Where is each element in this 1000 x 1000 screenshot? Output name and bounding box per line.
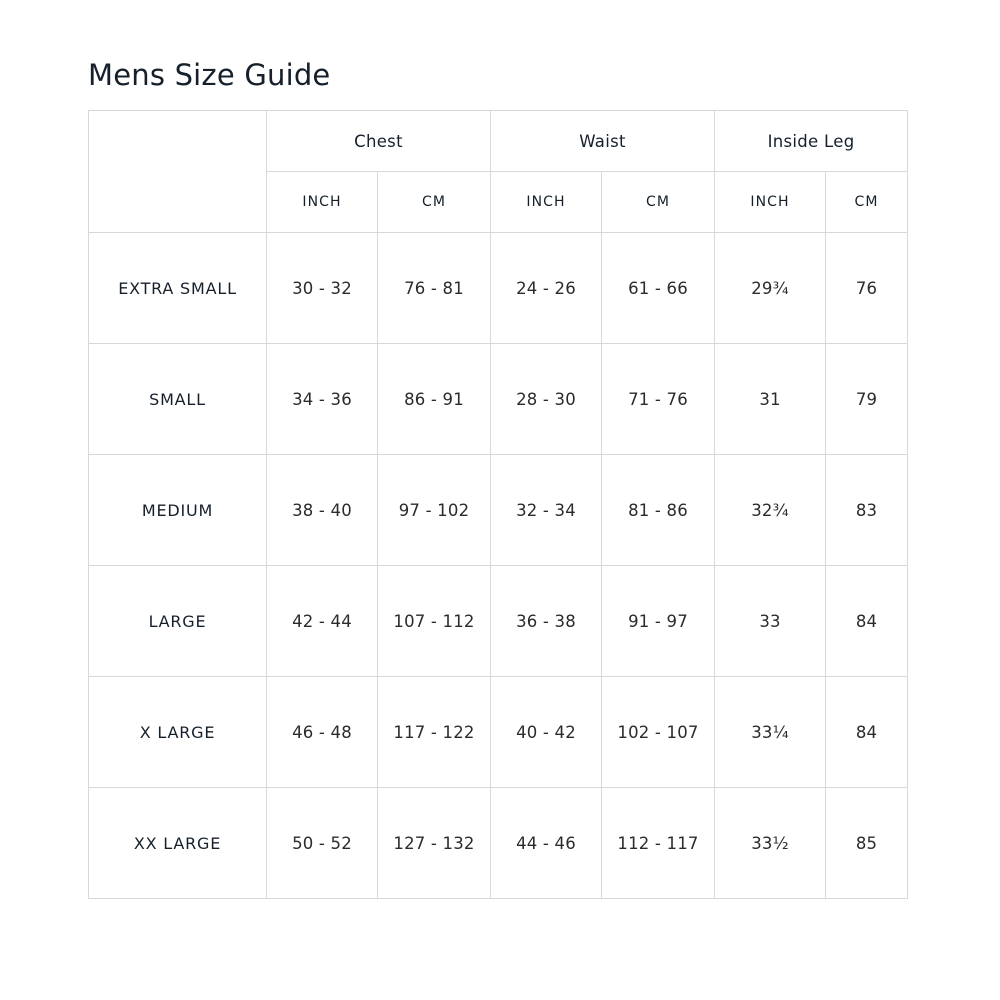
cell-leg-inch: 33½ xyxy=(715,788,826,899)
cell-waist-inch: 40 - 42 xyxy=(491,677,602,788)
group-header-chest: Chest xyxy=(267,111,491,172)
page-title: Mens Size Guide xyxy=(88,58,331,92)
cell-leg-inch: 31 xyxy=(715,344,826,455)
row-label: LARGE xyxy=(89,566,267,677)
unit-header-waist-inch: INCH xyxy=(491,172,602,233)
size-chart-table xyxy=(88,110,908,899)
table-group-header-row xyxy=(89,111,908,172)
cell-chest-inch: 50 - 52 xyxy=(267,788,378,899)
cell-waist-inch: 28 - 30 xyxy=(491,344,602,455)
unit-header-waist-cm: CM xyxy=(602,172,715,233)
cell-chest-inch: 46 - 48 xyxy=(267,677,378,788)
cell-waist-cm: 91 - 97 xyxy=(602,566,715,677)
row-label: SMALL xyxy=(89,344,267,455)
cell-chest-cm: 76 - 81 xyxy=(378,233,491,344)
cell-chest-inch: 34 - 36 xyxy=(267,344,378,455)
cell-waist-inch: 36 - 38 xyxy=(491,566,602,677)
cell-waist-cm: 102 - 107 xyxy=(602,677,715,788)
cell-chest-cm: 86 - 91 xyxy=(378,344,491,455)
cell-chest-cm: 97 - 102 xyxy=(378,455,491,566)
unit-header-leg-inch: INCH xyxy=(715,172,826,233)
corner-blank-cell xyxy=(89,111,267,172)
cell-leg-cm: 84 xyxy=(826,566,908,677)
cell-chest-inch: 30 - 32 xyxy=(267,233,378,344)
unit-header-chest-inch: INCH xyxy=(267,172,378,233)
table-row xyxy=(89,677,908,788)
table-row xyxy=(89,455,908,566)
row-label: EXTRA SMALL xyxy=(89,233,267,344)
cell-waist-cm: 61 - 66 xyxy=(602,233,715,344)
group-header-inside-leg: Inside Leg xyxy=(715,111,908,172)
table-row xyxy=(89,233,908,344)
row-label: X LARGE xyxy=(89,677,267,788)
cell-leg-inch: 33¼ xyxy=(715,677,826,788)
cell-leg-cm: 84 xyxy=(826,677,908,788)
table-row xyxy=(89,344,908,455)
corner-blank-cell-2 xyxy=(89,172,267,233)
cell-leg-cm: 85 xyxy=(826,788,908,899)
table-row xyxy=(89,566,908,677)
cell-leg-inch: 32¾ xyxy=(715,455,826,566)
cell-waist-cm: 71 - 76 xyxy=(602,344,715,455)
row-label: MEDIUM xyxy=(89,455,267,566)
cell-chest-inch: 42 - 44 xyxy=(267,566,378,677)
table-unit-header-row xyxy=(89,172,908,233)
cell-waist-cm: 81 - 86 xyxy=(602,455,715,566)
cell-chest-cm: 117 - 122 xyxy=(378,677,491,788)
table-row xyxy=(89,788,908,899)
cell-leg-cm: 79 xyxy=(826,344,908,455)
cell-chest-cm: 127 - 132 xyxy=(378,788,491,899)
cell-leg-cm: 83 xyxy=(826,455,908,566)
cell-chest-cm: 107 - 112 xyxy=(378,566,491,677)
cell-waist-cm: 112 - 117 xyxy=(602,788,715,899)
cell-leg-cm: 76 xyxy=(826,233,908,344)
row-label: XX LARGE xyxy=(89,788,267,899)
cell-leg-inch: 33 xyxy=(715,566,826,677)
cell-waist-inch: 44 - 46 xyxy=(491,788,602,899)
cell-leg-inch: 29¾ xyxy=(715,233,826,344)
cell-waist-inch: 24 - 26 xyxy=(491,233,602,344)
cell-waist-inch: 32 - 34 xyxy=(491,455,602,566)
cell-chest-inch: 38 - 40 xyxy=(267,455,378,566)
group-header-waist: Waist xyxy=(491,111,715,172)
unit-header-leg-cm: CM xyxy=(826,172,908,233)
unit-header-chest-cm: CM xyxy=(378,172,491,233)
